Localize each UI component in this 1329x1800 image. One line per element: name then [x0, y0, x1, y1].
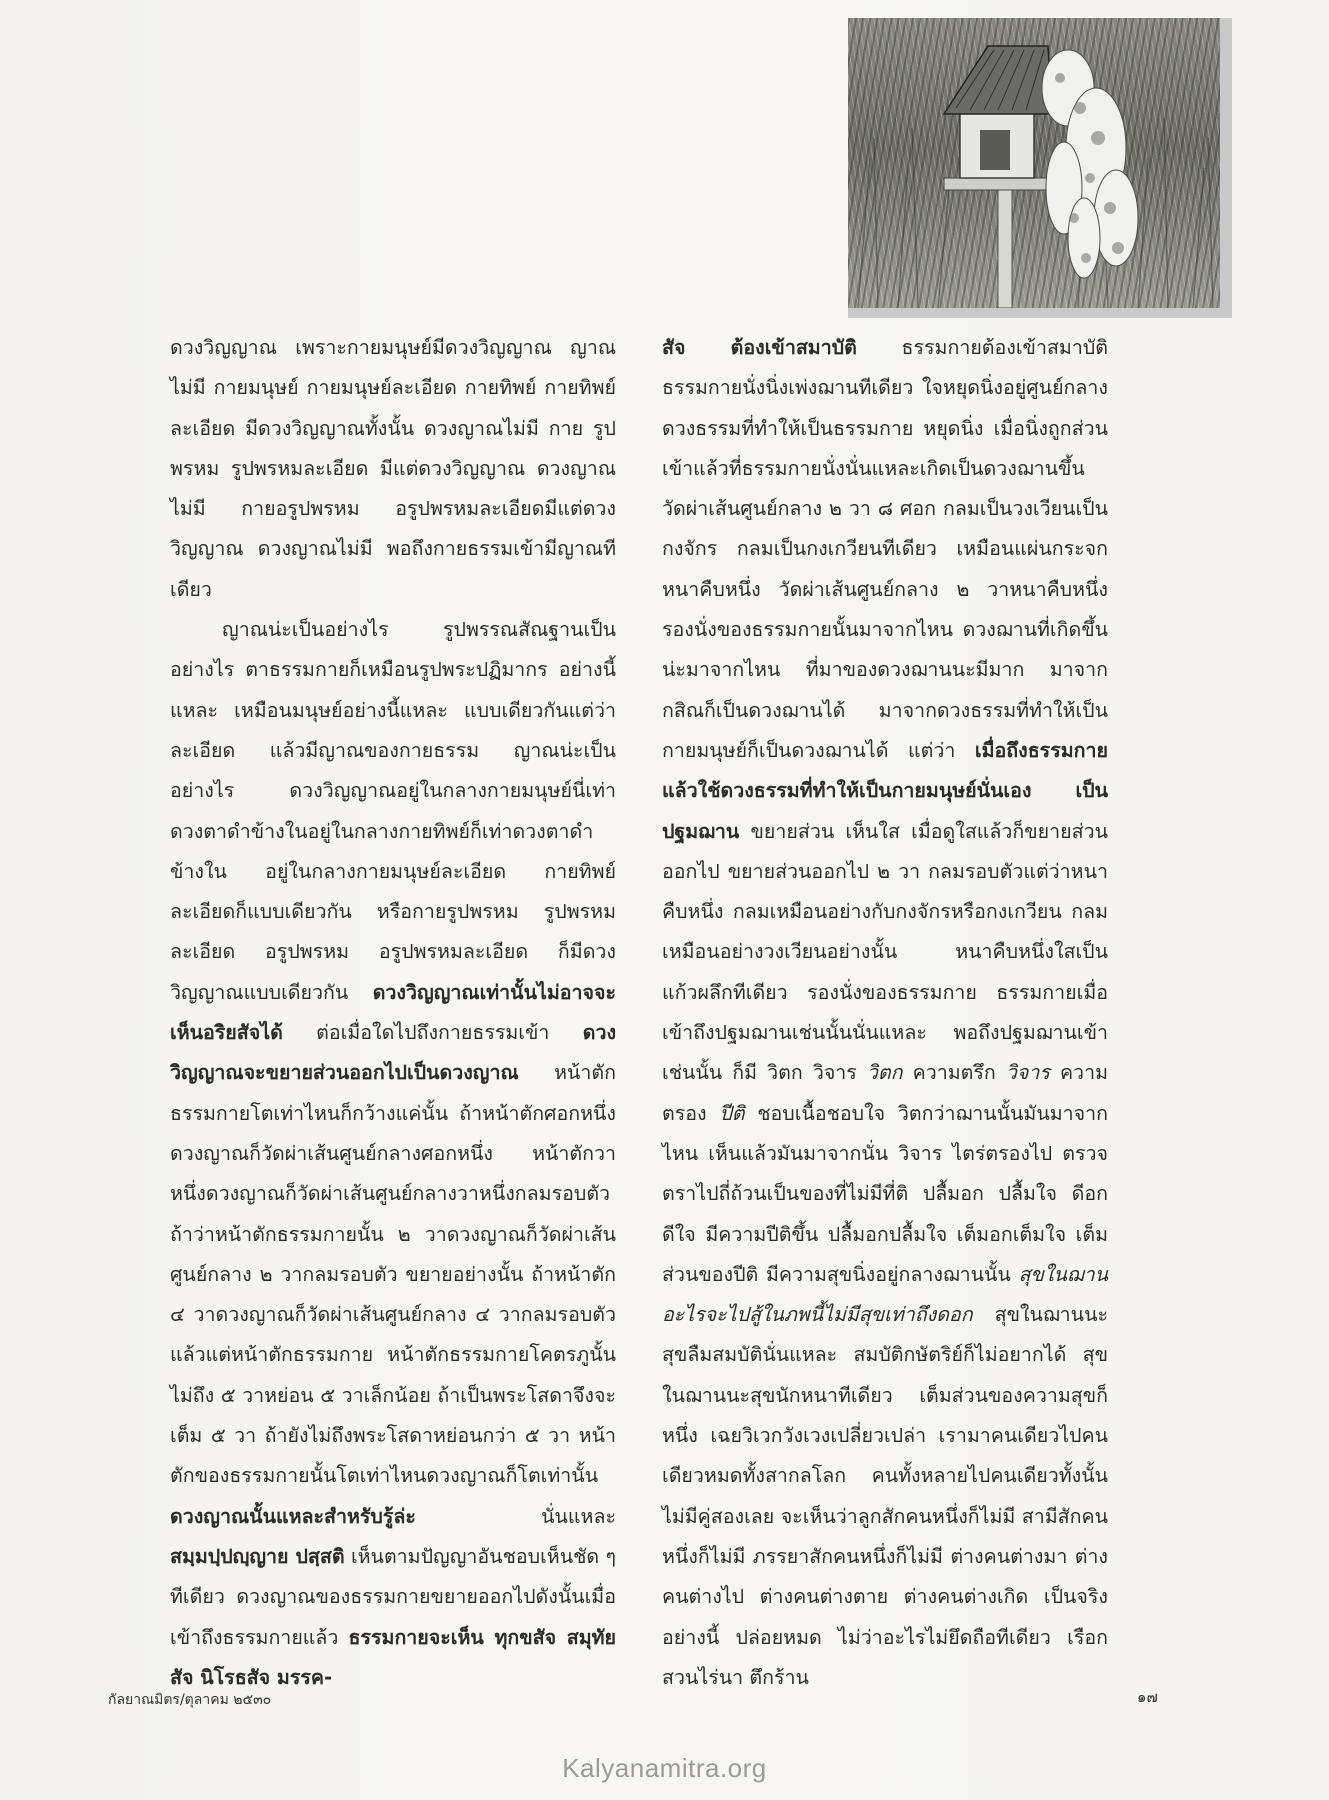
emphasis-nana-for-knowing: ดวงญาณนั้นแหละสำหรับรู้ล่ะ [170, 1504, 416, 1528]
left-text-column [170, 328, 616, 1698]
paragraph-3-text-c: ขยายส่วน เห็นใส เมื่อดูใสแล้วก็ขยายส่วนออกไป ขยายส่วนออกไป ๒ วา กลมรอบตัวแต่ว่าหนาคืบหนึ่ง กลมเหมือนอย่างกับกงจักรหรือกงเกวียน กลมเหมือนอย่างวงเวียนอย่างนั้น หนาคืบหนึ่งใสเป็นแก้วผลึกทีเดียว รองนั่งของธรรมกาย ธรรมกายเมื่อเข้าถึงปฐมฌานเช่นนั้นนั่นแหละ พอถึงปฐมฌานเข้าเช่นนั้น ก็มี วิตก วิจาร [662, 819, 1108, 1085]
paragraph-2-text-d: หน้าตักธรรมกายโตเท่าไหนก็กว้างแค่นั้น ถ้าหน้าตักศอกหนึ่งดวงญาณก็วัดผ่าเส้นศูนย์กลางศอกหนึ่ง หน้าตักวาหนึ่งดวงญาณก็วัดผ่าเส้นศูนย์กลางวาหนึ่งกลมรอบตัว ถ้าว่าหน้าตักธรรมกายนั้น ๒ วาดวงญาณก็วัดผ่าเส้นศูนย์กลาง ๒ วากลมรอบตัว ขยายอย่างนั้น ถ้าหน้าตัก ๔ วาดวงญาณก็วัดผ่าเส้นศูนย์กลาง ๔ วากลมรอบตัว แล้วแต่หน้าตักธรรมกาย หน้าตักธรรมกายโคตรภูนั้นไม่ถึง ๕ วาหย่อน ๕ วาเล็กน้อย ถ้าเป็นพระโสดาจึงจะเต็ม ๕ วา ถ้ายังไม่ถึงพระโสดาหย่อนกว่า ๕ วา หน้าตักของธรรมกายนั้นโตเท่าไหนดวงญาณก็โตเท่านั้น [170, 1061, 616, 1488]
paragraph-2-text-f: เห็นตามปัญญาอันชอบเห็นชัด ๆ ทีเดียว ดวงญาณของธรรมกายขยายออกไปดังนั้นเมื่อเข้าถึงธรรมกายแล้ว [170, 1544, 616, 1649]
paragraph-3-text-d: ความตรึก [912, 1061, 996, 1085]
paragraph-3 [662, 328, 1108, 1698]
paragraph-2-text-e: นั่นแหละ [541, 1504, 616, 1528]
watermark-link[interactable]: Kalyanamitra.org [562, 1753, 767, 1783]
footer-publication: กัลยาณมิตร/ตุลาคม ๒๕๓๐ [108, 1692, 272, 1708]
spirit-house-illustration [848, 18, 1220, 308]
page-number: ๑๗ [1137, 1688, 1158, 1706]
spirit-house-photo [848, 18, 1220, 308]
paragraph-2-text-c: ต่อเมื่อใดไปถึงกายธรรมเข้า [316, 1021, 550, 1045]
emphasis-four-truths: ธรรมกายจะเห็น ทุกขสัจ สมุทัยสัจ นิโรธสัจ มรรค- [170, 1625, 617, 1689]
paragraph-3-text-g: สุขในฌานนะสุขลืมสมบัตินั่นแหละ สมบัติกษัตริย์ก็ไม่อยากได้ สุขในฌานนะสุขนักหนาทีเดียว เต็มส่วนของความสุขก็หนึ่ง เฉยวิเวกวังเวงเปลี่ยวเปล่า เรามาคนเดียวไปคนเดียวหมดทั้งสากลโลก คนทั้งหลายไปคนเดียวทั้งนั้น ไม่มีคู่สองเลย จะเห็นว่าลูกสักคนหนึ่งก็ไม่มี สามีสักคนหนึ่งก็ไม่มี ภรรยาสักคนหนึ่งก็ไม่มี ต่างคนต่างมา ต่างคนต่างไป ต่างคนต่างตาย ต่างคนต่างเกิด เป็นจริงอย่างนี้ ปล่อยหมด ไม่ว่าอะไรไม่ยึดถือทีเดียว เรือกสวนไร่นา ตึกร้าน [662, 1303, 1108, 1689]
right-text-column [662, 328, 1108, 1698]
emphasis-vinnana-cannot-see: ดวงวิญญาณเท่านั้นไม่อาจจะเห็นอริยสัจได้ [170, 980, 616, 1045]
emphasis-samapatti: สัจ ต้องเข้าสมาบัติ [662, 336, 857, 359]
quote-jhana-bliss: สุขในฌานอะไรจะไปสู้ในภพนี้ไม่มีสุขเท่าถึงดอก [662, 1262, 1108, 1327]
term-piti: ปีติ [719, 1101, 745, 1125]
paragraph-1: ดวงวิญญาณ เพราะกายมนุษย์มีดวงวิญญาณ ญาณไม่มี กายมนุษย์ กายมนุษย์ละเอียด กายทิพย์ กายทิพย์ละเอียด มีดวงวิญญาณทั้งนั้น ดวงญาณไม่มี กาย รูปพรหม รูปพรหมละเอียด มีแต่ดวงวิญญาณ ดวงญาณไม่มี กายอรูปพรหม อรูปพรหมละเอียดมีแต่ดวงวิญญาณ ดวงญาณไม่มี พอถึงกายธรรมเข้ามีญาณทีเดียว [170, 336, 616, 601]
term-vicara: วิจาร [1005, 1061, 1050, 1085]
emphasis-vinnana-expands: ดวงวิญญาณจะขยายส่วนออกไปเป็นดวงญาณ [170, 1021, 617, 1085]
paragraph-2 [170, 610, 616, 1698]
paragraph-2-text-a: ญาณน่ะเป็นอย่างไร รูปพรรณสัณฐานเป็นอย่างไร ตาธรรมกายก็เหมือนรูปพระปฏิมากร อย่างนี้แหละ เหมือนมนุษย์อย่างนี้แหละ แบบเดียวกันแต่ว่าละเอียด แล้วมีญาณของกายธรรม ญาณน่ะเป็นอย่างไร ดวงวิญญาณอยู่ในกลางกายมนุษย์นี่เท่าดวงตาดำข้างในอยู่ในกลางกายทิพย์ก็เท่าดวงตาดำข้างใน อยู่ในกลางกายมนุษย์ละเอียด กายทิพย์ละเอียดก็แบบเดียวกัน หรือกายรูปพรหม รูปพรหมละเอียด อรูปพรหม อรูปพรหมละเอียด ก็มีดวงวิญญาณแบบเดียวกัน [170, 618, 616, 1004]
paragraph-3-text-f: ชอบเนื้อชอบใจ วิตกว่าฌานนั้นมันมาจากไหน เห็นแล้วมันมาจากนั่น วิจาร ไตร่ตรองไป ตรวจตราไปถี่ถ้วนเป็นของที่ไม่มีที่ติ ปลื้มอก ปลื้มใจ ดีอก ดีใจ มีความปีติขึ้น ปลื้มอกปลื้มใจ เต็มอกเต็มใจ เต็มส่วนของปีติ มีความสุขนิ่งอยู่กลางฌานนั้น [662, 1101, 1108, 1286]
term-vitakka: วิตก [866, 1061, 903, 1085]
emphasis-first-jhana: เมื่อถึงธรรมกายแล้วใช้ดวงธรรมที่ทำให้เป็นกายมนุษย์นั่นเอง เป็นปฐมฌาน [662, 738, 1108, 843]
photo-shadow-frame [848, 18, 1232, 318]
paragraph-3-text-a: ธรรมกายต้องเข้าสมาบัติ ธรรมกายนั่งนิ่งเพ่งฌานทีเดียว ใจหยุดนิ่งอยู่ศูนย์กลางดวงธรรมที่ทำให้เป็นธรรมกาย หยุดนิ่ง เมื่อนิ่งถูกส่วนเข้าแล้วที่ธรรมกายนั่งนั่นแหละเกิดเป็นดวงฌานขึ้น วัดผ่าเส้นศูนย์กลาง ๒ วา ๘ ศอก กลมเป็นวงเวียนเป็นกงจักร กลมเป็นกงเกวียนทีเดียว เหมือนแผ่นกระจกหนาคืบหนึ่ง วัดผ่าเส้นศูนย์กลาง ๒ วาหนาคืบหนึ่ง รองนั่งของธรรมกายนั้นมาจากไหน ดวงฌานที่เกิดขึ้นน่ะมาจากไหน ที่มาของดวงฌานนะมีมาก มาจากกสิณก็เป็นดวงฌานได้ มาจากดวงธรรมที่ทำให้เป็นกายมนุษย์ก็เป็นดวงฌานได้ แต่ว่า [662, 336, 1108, 762]
paragraph-3-text-e: ความตรอง [662, 1061, 1108, 1125]
emphasis-pali-phrase: สมฺมปฺปญฺญาย ปสฺสติ [170, 1544, 345, 1568]
